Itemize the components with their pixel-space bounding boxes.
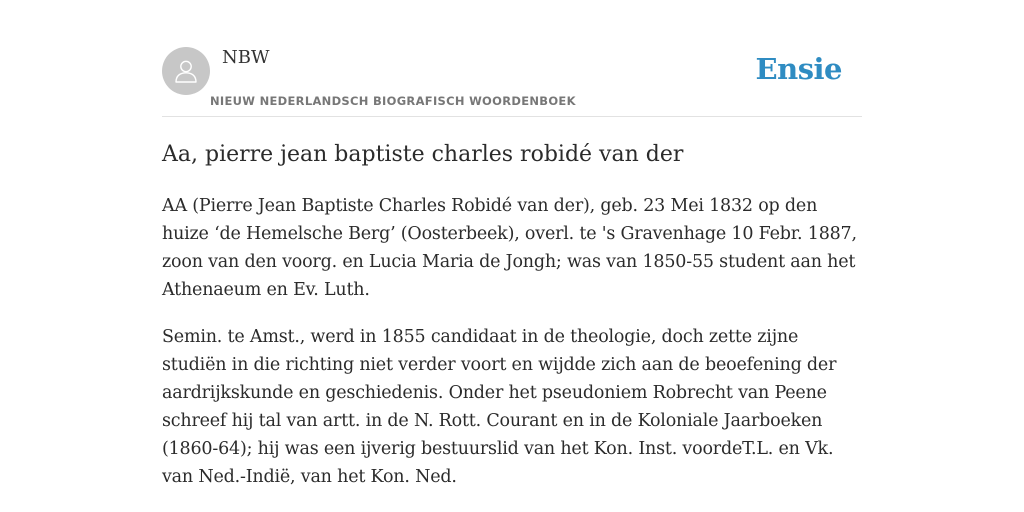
header <box>162 0 862 117</box>
article-paragraph: Semin. te Amst., werd in 1855 candidaat in de theologie, doch zette zijne studiën in die richting niet verder voort en wijdde zich aan de beoefening der aardrijkskunde en geschiedenis. Onder het pseudoniem Robrecht van Peene schreef hij tal van artt. in de N. Rott. Courant en in de Koloniale Jaarboeken (1860-64); hij was een ijverig bestuurslid van het Kon. Inst. voordeT.L. en Vk. van Ned.-Indië, van het Kon. Ned. <box>162 327 837 487</box>
article-body <box>162 192 862 510</box>
source-full-name: NIEUW NEDERLANDSCH BIOGRAFISCH WOORDENBOEK <box>210 94 576 108</box>
brand-logo[interactable]: Ensie <box>755 52 842 86</box>
article-paragraph: AA (Pierre Jean Baptiste Charles Robidé van der), geb. 23 Mei 1832 op den huize ‘de Hemelsche Berg’ (Oosterbeek), overl. te 's Gravenhage 10 Febr. 1887, zoon van den voorg. en Lucia Maria de Jongh; was van 1850-55 student aan het Athenaeum en Ev. Luth. <box>162 196 857 300</box>
page <box>162 0 862 512</box>
page-title: Aa, pierre jean baptiste charles robidé van der <box>162 142 684 167</box>
source-name[interactable]: NBW <box>222 47 270 68</box>
avatar[interactable] <box>162 47 210 95</box>
user-icon <box>171 56 201 86</box>
